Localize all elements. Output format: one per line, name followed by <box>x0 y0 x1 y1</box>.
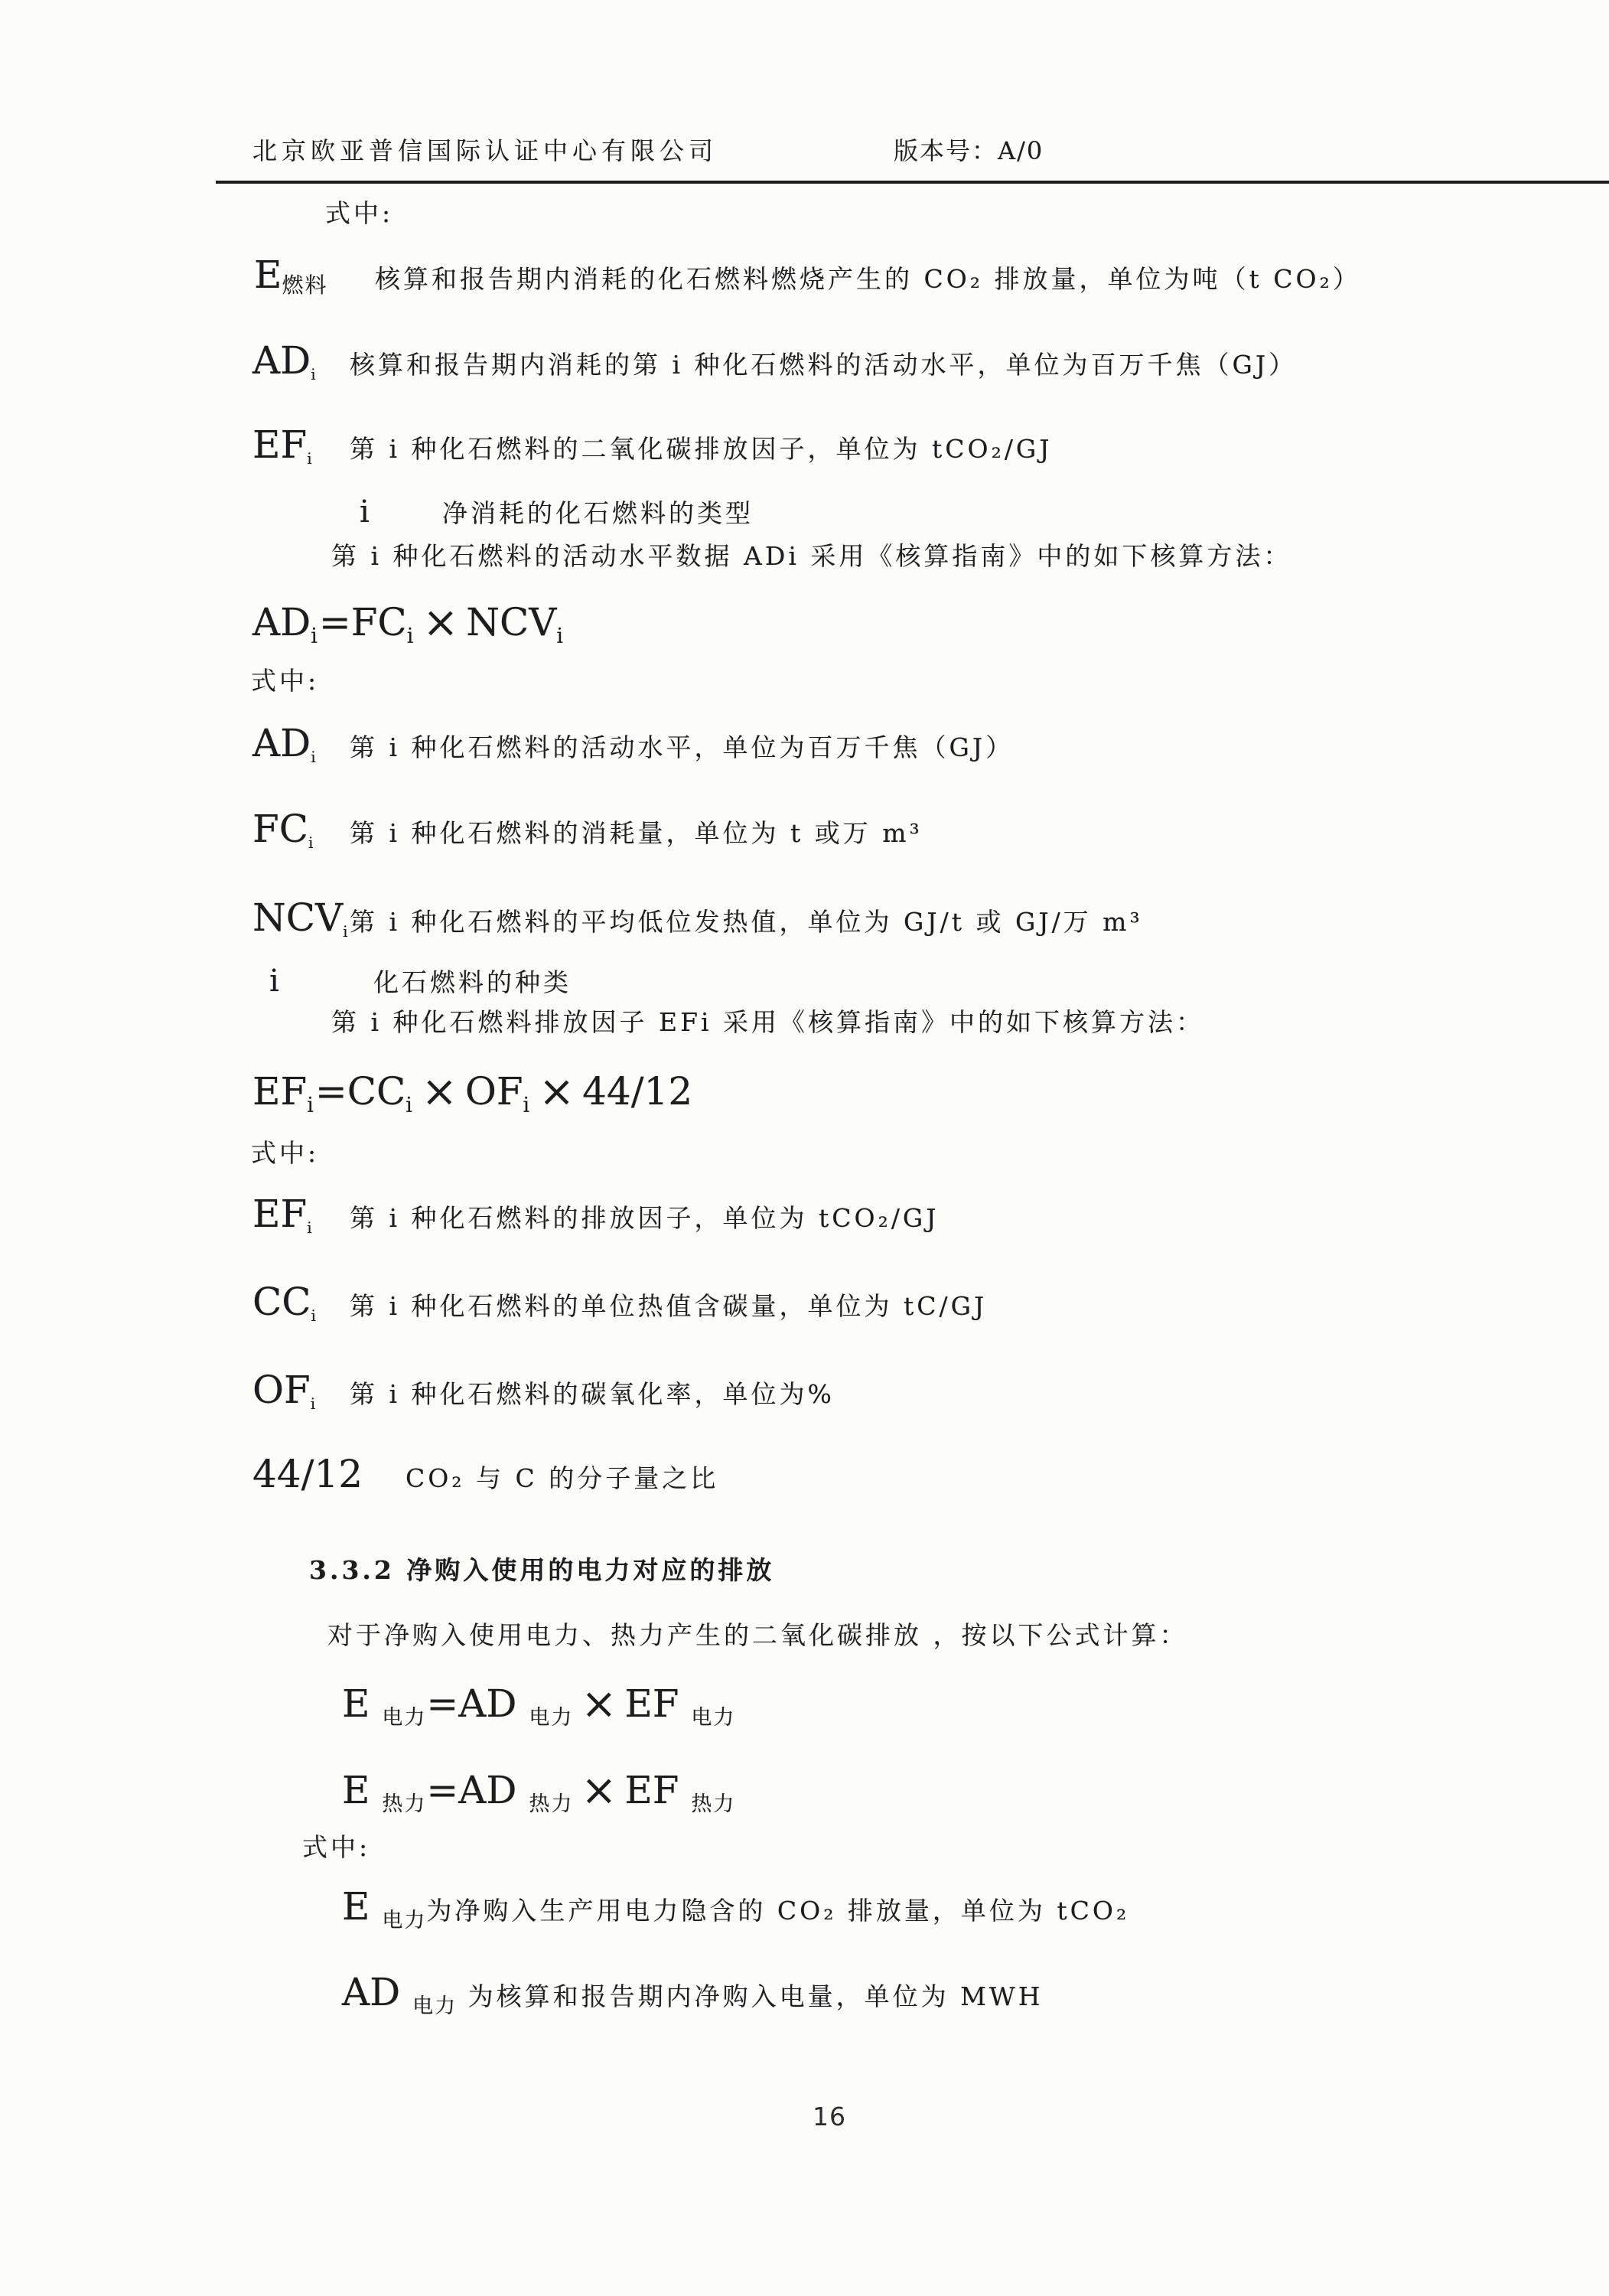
term-symbol-fc: $FC_i$ <box>252 807 314 852</box>
term-row-i-type <box>360 488 754 530</box>
term-symbol-e-fuel: $E_{燃料}$ <box>254 253 328 298</box>
term-symbol-cc: $CC_i$ <box>252 1280 316 1325</box>
term-row-ef <box>252 424 1053 467</box>
term-desc-ef2: 第 i 种化石燃料的排放因子，单位为 tCO₂/GJ <box>350 1203 940 1233</box>
term-desc-ef: 第 i 种化石燃料的二氧化碳排放因子，单位为 tCO₂/GJ <box>350 434 1053 464</box>
term-symbol-ef2: $EF_i$ <box>252 1192 312 1237</box>
term-desc-i2: 化石燃料的种类 <box>373 967 572 997</box>
term-row-cc <box>252 1281 987 1324</box>
formula-heat: E $_{热力}$=AD $_{热力}$ × EF $_{热力}$ <box>342 1766 736 1816</box>
term-desc-cc: 第 i 种化石燃料的单位热值含碳量，单位为 tC/GJ <box>350 1291 988 1321</box>
term-desc-e-fuel: 核算和报告期内消耗的化石燃料燃烧产生的 CO₂ 排放量，单位为吨（t CO₂） <box>375 264 1361 294</box>
formula-intro-4: 式中: <box>302 1832 371 1862</box>
desc-ad-electricity: AD $_{电力}$ 为核算和报告期内净购入电量，单位为 MWH <box>342 1970 1044 2018</box>
term-row-ad2 <box>252 722 1014 765</box>
formula-intro-1: 式中: <box>325 198 394 228</box>
term-symbol-ad2: $AD_i$ <box>252 721 316 766</box>
para-ef-method: 第 i 种化石燃料排放因子 EFi 采用《核算指南》中的如下核算方法： <box>331 1007 1205 1037</box>
term-row-ef2 <box>252 1193 940 1236</box>
term-desc-fc: 第 i 种化石燃料的消耗量，单位为 t 或万 m³ <box>350 818 923 848</box>
formula-intro-2: 式中: <box>251 666 320 696</box>
term-desc-of: 第 i 种化石燃料的碳氧化率，单位为% <box>350 1379 835 1409</box>
term-row-of <box>252 1369 835 1412</box>
header-rule <box>216 181 1609 184</box>
term-symbol-i2: i <box>269 964 279 999</box>
formula-electricity: E $_{电力}$=AD $_{电力}$ × EF $_{电力}$ <box>342 1679 736 1730</box>
section-heading-3-3-2: 3.3.2 净购入使用的电力对应的排放 <box>309 1555 775 1585</box>
term-symbol-ratio: 44/12 <box>252 1452 363 1496</box>
term-desc-ad2: 第 i 种化石燃料的活动水平，单位为百万千焦（GJ） <box>350 732 1015 762</box>
formula-ad: $AD_i=FC_i \times NCV_i$ <box>252 598 565 648</box>
term-desc-i: 净消耗的化石燃料的类型 <box>442 498 754 528</box>
term-row-fc <box>252 808 923 851</box>
term-desc-ratio: CO₂ 与 C 的分子量之比 <box>406 1463 719 1493</box>
page-number: 16 <box>813 2102 846 2131</box>
term-symbol-ad: $AD_i$ <box>252 338 316 383</box>
formula-ef: $EF_i=CC_i \times OF_i \times 44/12$ <box>252 1067 693 1117</box>
term-desc-ad: 核算和报告期内消耗的第 i 种化石燃料的活动水平，单位为百万千焦（GJ） <box>350 350 1298 380</box>
formula-intro-3: 式中: <box>251 1138 320 1168</box>
term-row-ncv <box>252 897 1143 940</box>
term-desc-ncv: 第 i 种化石燃料的平均低位发热值，单位为 GJ/t 或 GJ/万 m³ <box>350 907 1143 937</box>
term-symbol-of: $OF_i$ <box>252 1368 316 1413</box>
term-symbol-i: i <box>360 494 370 530</box>
para-ad-method: 第 i 种化石燃料的活动水平数据 ADi 采用《核算指南》中的如下核算方法： <box>331 541 1292 571</box>
header-company: 北京欧亚普信国际认证中心有限公司 <box>252 136 718 165</box>
term-row-ad <box>252 340 1297 383</box>
term-row-i-type2 <box>269 957 572 1000</box>
desc-e-electricity: E $_{电力}$为净购入生产用电力隐含的 CO₂ 排放量，单位为 tCO₂ <box>342 1884 1130 1932</box>
term-row-e-fuel <box>254 254 1361 298</box>
term-symbol-ef: $EF_i$ <box>252 422 312 468</box>
header-version: 版本号：A/0 <box>894 136 1044 165</box>
para-electricity-intro: 对于净购入使用电力、热力产生的二氧化碳排放 ，按以下公式计算： <box>327 1620 1188 1650</box>
term-row-ratio <box>252 1453 718 1495</box>
term-symbol-ncv: $NCV_i$ <box>252 895 348 941</box>
